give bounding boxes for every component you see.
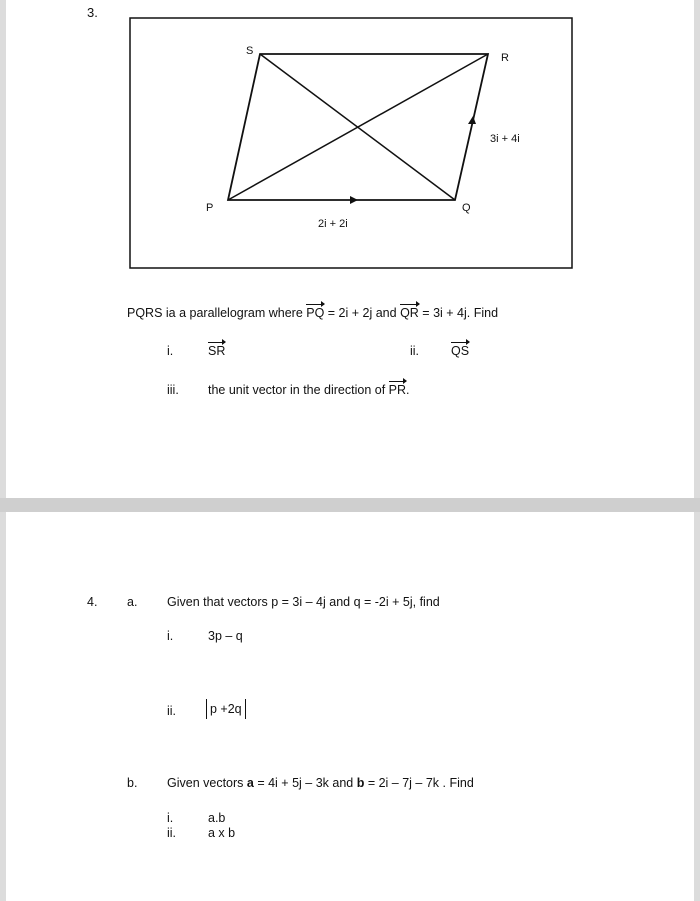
question-3-statement	[127, 306, 498, 320]
q4a-label: a.	[127, 595, 138, 609]
vector-a-value: = 4i + 5j – 3k and	[253, 776, 357, 790]
label-q: Q	[462, 202, 471, 214]
label-p: P	[206, 202, 214, 214]
label-r: R	[501, 52, 509, 64]
qr-vector-label: 3i + 4i	[490, 133, 520, 145]
qr-value: = 3i + 4j. Find	[418, 306, 499, 320]
diagonal-sq	[260, 54, 455, 200]
q3-part-i-number: i.	[167, 344, 174, 358]
pq-value: = 2i + 2j and	[324, 306, 401, 320]
q4a-statement: Given that vectors p = 3i – 4j and q = -2i + 5j, find	[167, 595, 440, 609]
abs-expression: p +2q	[210, 702, 242, 716]
parallelogram-diagram	[0, 0, 700, 280]
vector-qr: QR	[400, 306, 419, 320]
q4a-part-ii-number: ii.	[167, 704, 177, 718]
q4b-statement	[167, 776, 474, 790]
pq-vector-label: 2i + 2i	[318, 218, 348, 230]
q4a-part-i-expr: 3p – q	[208, 629, 243, 643]
q3-part-ii-number: ii.	[410, 344, 420, 358]
unit-vector-text: the unit vector in the direction of	[208, 383, 389, 397]
q4b-prefix: Given vectors	[167, 776, 247, 790]
vector-sr: SR	[208, 344, 226, 358]
arrow-qr	[468, 116, 476, 124]
arrow-pq	[350, 196, 358, 204]
q4b-label: b.	[127, 776, 138, 790]
vector-b-name: b	[356, 776, 365, 790]
vector-a-name: a	[246, 776, 254, 790]
page-2	[6, 512, 694, 901]
vector-b-value: = 2i – 7j – 7k . Find	[364, 776, 474, 790]
q3-part-iii-text	[208, 383, 410, 397]
q3-part-iii-number: iii.	[167, 383, 179, 397]
q4a-part-i-number: i.	[167, 629, 174, 643]
q4b-part-i-expr: a.b	[208, 811, 226, 825]
q4b-part-i-number: i.	[167, 811, 174, 825]
q3-part-ii-vector	[451, 344, 469, 358]
vector-pr: PR	[388, 383, 407, 397]
vector-pq: PQ	[306, 306, 325, 320]
part-iii-suffix: .	[406, 383, 410, 397]
question-4-number: 4.	[87, 595, 98, 609]
question-3-number: 3.	[87, 5, 98, 20]
q4b-part-ii-expr: a x b	[208, 826, 236, 840]
label-s: S	[246, 45, 254, 57]
q4a-part-ii-expr	[206, 699, 246, 719]
page-gap	[0, 498, 700, 512]
q3-part-i-vector	[208, 344, 225, 358]
statement-prefix: PQRS ia a parallelogram where	[127, 306, 307, 320]
abs-right-bar	[245, 699, 246, 719]
q4b-part-ii-number: ii.	[167, 826, 177, 840]
vector-qs: QS	[451, 344, 470, 358]
